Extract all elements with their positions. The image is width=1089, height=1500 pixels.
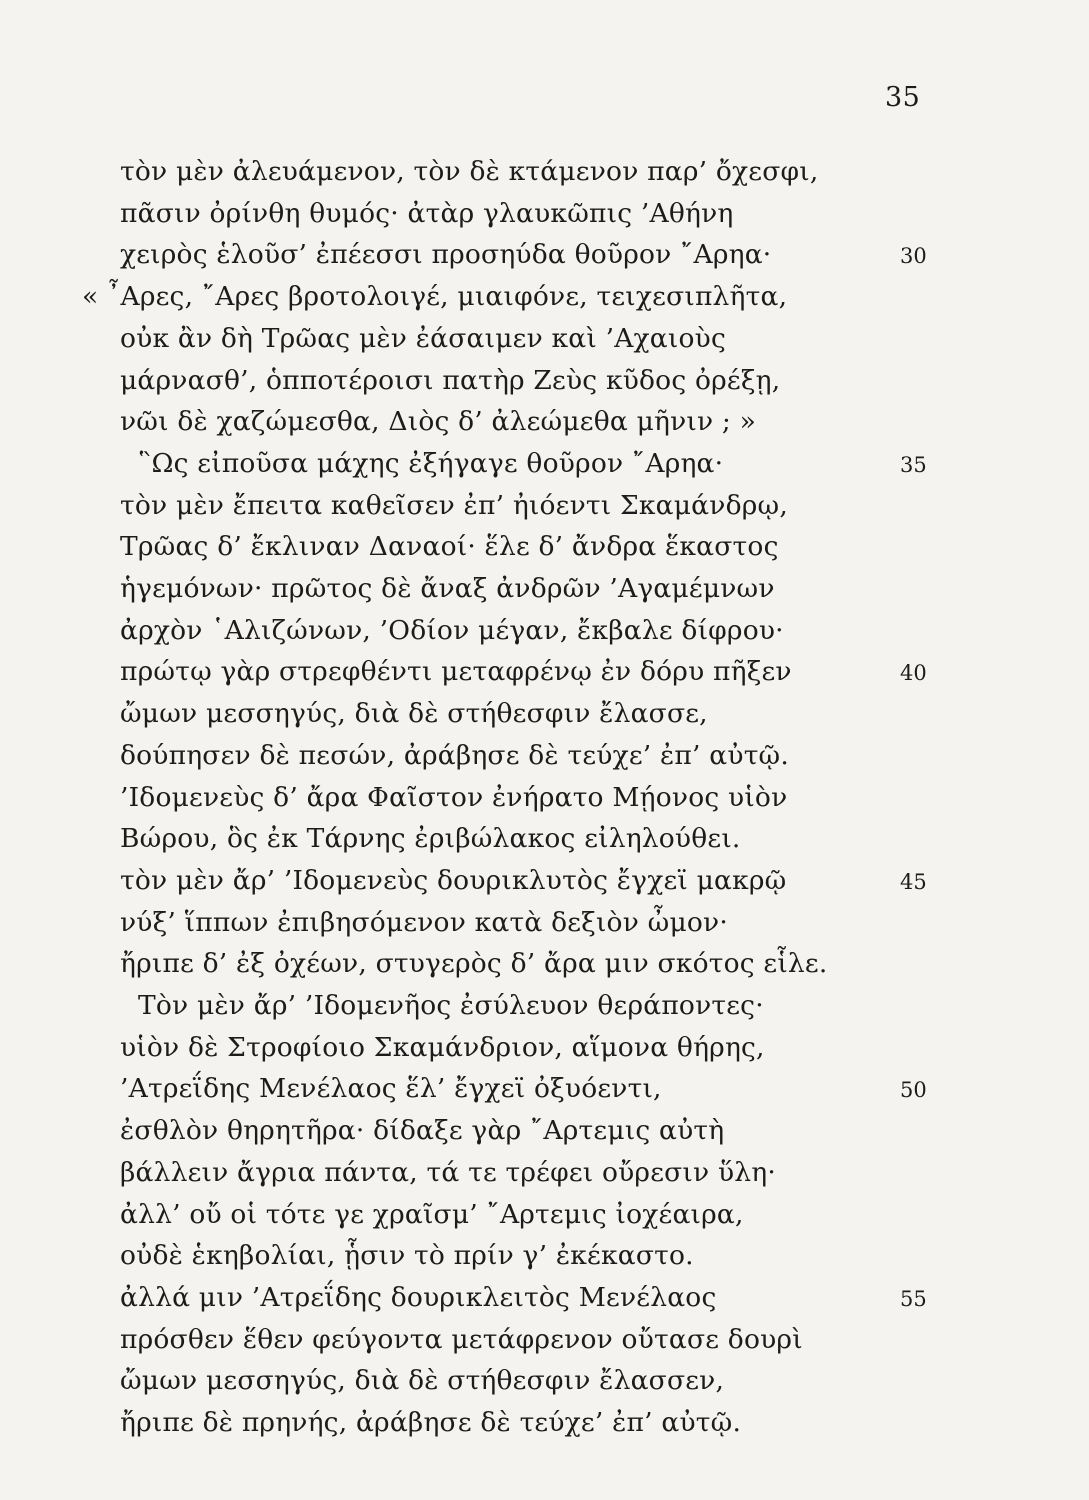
verse-text: δούπησεν δὲ πεσών, ἀράβησε δὲ τεύχε’ ἐπ’ αὐτῷ. <box>120 739 789 771</box>
verse-text: νῶι δὲ χαζώμεσθα, Διὸς δ’ ἀλεώμεθα μῆνιν ; » <box>120 406 757 438</box>
line-number: 50 <box>900 1078 927 1103</box>
verse-text: πρόσθεν ἕθεν φεύγοντα μετάφρενον οὔτασε δουρὶ <box>120 1323 803 1355</box>
verse-line <box>0 1069 1089 1111</box>
verse-line <box>0 319 1089 361</box>
verse-text: πρώτῳ γὰρ στρεφθέντι μεταφρένῳ ἐν δόρυ πῆξεν <box>120 656 792 688</box>
verse-text: τὸν μὲν ἀλευάμενον, τὸν δὲ κτάμενον παρ’ ὄχεσφι, <box>120 156 819 187</box>
verse-text: ἀλλά μιν ’Ατρεΐδης δουρικλειτὸς Μενέλαος <box>120 1281 717 1313</box>
verse-text: υἱὸν δὲ Στροφίοιο Σκαμάνδριον, αἵμονα θήρης, <box>120 1031 765 1063</box>
verse-line <box>0 1028 1089 1070</box>
verse-text: τὸν μὲν ἔπειτα καθεῖσεν ἐπ’ ἠιόεντι Σκαμάνδρῳ, <box>120 489 788 521</box>
verse-line <box>0 611 1089 653</box>
verse-line <box>0 1278 1089 1320</box>
verse-line <box>0 1403 1089 1445</box>
verse-text: ὤμων μεσσηγύς, διὰ δὲ στήθεσφιν ἔλασσεν, <box>120 1365 725 1397</box>
verse-text: ἐσθλὸν θηρητῆρα· δίδαξε γὰρ ῎Αρτεμις αὐτὴ <box>120 1115 725 1147</box>
verse-text: ἤριπε δὲ πρηνής, ἀράβησε δὲ τεύχε’ ἐπ’ αὐτῷ. <box>120 1407 742 1438</box>
verse-line <box>0 652 1089 694</box>
verse-text: Τὸν μὲν ἄρ’ ’Ιδομενῆος ἐσύλευον θεράποντες· <box>138 990 764 1021</box>
verse-text: βάλλειν ἄγρια πάντα, τά τε τρέφει οὔρεσιν ὕλη· <box>120 1156 776 1188</box>
verse-line <box>0 736 1089 778</box>
verse-line <box>0 277 1089 319</box>
line-number: 45 <box>900 869 927 894</box>
verse-line <box>0 444 1089 486</box>
verse-line <box>0 486 1089 528</box>
verse-line <box>0 1236 1089 1278</box>
verse-line <box>0 402 1089 444</box>
verse-text: νύξ’ ἵππων ἐπιβησόμενον κατὰ δεξιὸν ὦμον· <box>120 906 728 938</box>
verse-line <box>0 819 1089 861</box>
verse-line <box>0 903 1089 945</box>
verse-line <box>0 1153 1089 1195</box>
verse-line <box>0 527 1089 569</box>
verse-line <box>0 986 1089 1028</box>
line-number: 40 <box>900 661 927 686</box>
verse-line <box>0 1320 1089 1362</box>
verse-text: « ῏Αρες, ῎Αρες βροτολοιγέ, μιαιφόνε, τειχεσιπλῆτα, <box>82 281 788 313</box>
verse-block <box>0 152 1089 1442</box>
verse-text: μάρνασθ’, ὁπποτέροισι πατὴρ Ζεὺς κῦδος ὀρέξῃ, <box>120 364 781 396</box>
verse-line <box>0 569 1089 611</box>
verse-line <box>0 778 1089 820</box>
verse-text: τὸν μὲν ἄρ’ ’Ιδομενεὺς δουρικλυτὸς ἔγχεϊ μακρῷ <box>120 864 787 896</box>
verse-line <box>0 944 1089 986</box>
verse-line <box>0 152 1089 194</box>
verse-line <box>0 1111 1089 1153</box>
verse-line <box>0 1195 1089 1237</box>
line-number: 30 <box>900 244 927 269</box>
verse-line <box>0 361 1089 403</box>
verse-text: ’Ιδομενεὺς δ’ ἄρα Φαῖστον ἐνήρατο Μῄονος υἱὸν <box>120 781 788 813</box>
page-number: 35 <box>885 82 921 113</box>
verse-text: χειρὸς ἑλοῦσ’ ἐπέεσσι προσηύδα θοῦρον ῎Αρηα· <box>120 239 772 271</box>
verse-line <box>0 861 1089 903</box>
verse-line <box>0 1361 1089 1403</box>
verse-text: ἀρχὸν ῾Αλιζώνων, ’Οδίον μέγαν, ἔκβαλε δίφρου· <box>120 614 784 646</box>
verse-line <box>0 194 1089 236</box>
verse-text: ἡγεμόνων· πρῶτος δὲ ἄναξ ἀνδρῶν ’Αγαμέμνων <box>120 573 775 604</box>
verse-text: ’Ατρεΐδης Μενέλαος ἕλ’ ἔγχεϊ ὀξυόεντι, <box>120 1073 662 1105</box>
verse-text: ὤμων μεσσηγύς, διὰ δὲ στήθεσφιν ἔλασσε, <box>120 698 708 730</box>
line-number: 55 <box>900 1286 927 1311</box>
line-number: 35 <box>900 452 927 477</box>
verse-text: Τρῶας δ’ ἔκλιναν Δαναοί· ἕλε δ’ ἄνδρα ἕκαστος <box>120 531 779 563</box>
verse-text: πᾶσιν ὀρίνθη θυμός· ἀτὰρ γλαυκῶπις ’Αθήνη <box>120 197 734 229</box>
verse-text: ἤριπε δ’ ἐξ ὀχέων, στυγερὸς δ’ ἄρα μιν σκότος εἷλε. <box>120 948 828 980</box>
verse-text: ῝Ως εἰποῦσα μάχης ἐξήγαγε θοῦρον ῎Αρηα· <box>138 447 724 479</box>
verse-text: οὐδὲ ἑκηβολίαι, ᾗσιν τὸ πρίν γ’ ἐκέκαστο. <box>120 1240 694 1272</box>
verse-line <box>0 694 1089 736</box>
verse-text: οὐκ ἂν δὴ Τρῶας μὲν ἐάσαιμεν καὶ ’Αχαιοὺς <box>120 322 726 354</box>
verse-text: Βώρου, ὃς ἐκ Τάρνης ἐριβώλακος εἰληλούθει. <box>120 823 741 855</box>
verse-line <box>0 235 1089 277</box>
verse-text: ἀλλ’ οὔ οἱ τότε γε χραῖσμ’ ῎Αρτεμις ἰοχέαιρα, <box>120 1198 744 1230</box>
